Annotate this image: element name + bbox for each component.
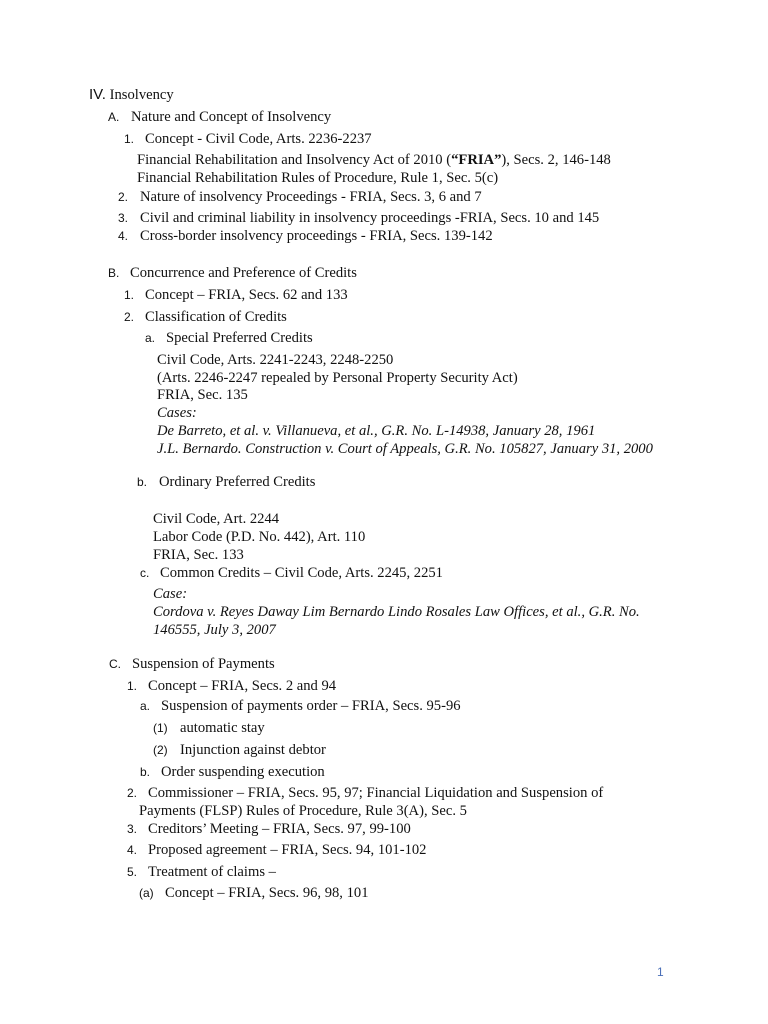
list-item	[127, 784, 603, 802]
page-number: 1	[657, 965, 664, 979]
list-marker: (2)	[153, 743, 168, 757]
list-text: Special Preferred Credits	[166, 330, 313, 346]
list-item	[127, 820, 411, 838]
case-citation-continued: 146555, July 3, 2007	[153, 622, 276, 638]
list-text: Civil and criminal liability in insolvency proceedings -FRIA, Secs. 10 and 145	[140, 210, 600, 226]
case-citation: J.L. Bernardo. Construction v. Court of Appeals, G.R. No. 105827, January 31, 2000	[157, 441, 653, 457]
list-text: Concept – FRIA, Secs. 2 and 94	[148, 678, 337, 694]
list-item	[127, 677, 336, 695]
list-marker: c.	[140, 566, 150, 580]
fria-acronym: “FRIA”	[451, 152, 502, 168]
list-item	[127, 863, 276, 881]
list-text: Suspension of payments order – FRIA, Secs. 95-96	[161, 698, 461, 714]
list-text: Creditors’ Meeting – FRIA, Secs. 97, 99-100	[148, 821, 411, 837]
list-text: Commissioner – FRIA, Secs. 95, 97; Financial Liquidation and Suspension of	[148, 785, 604, 801]
citation-line: FRIA, Sec. 133	[153, 547, 244, 563]
list-marker: 5.	[127, 865, 138, 879]
citation-line: Civil Code, Arts. 2241-2243, 2248-2250	[157, 352, 394, 368]
list-marker: 1.	[124, 132, 135, 146]
list-text: Proposed agreement – FRIA, Secs. 94, 101-102	[148, 842, 427, 858]
section-iv-title: Insolvency	[109, 87, 174, 103]
list-text: Order suspending execution	[161, 764, 325, 780]
list-item	[124, 130, 372, 148]
list-marker: b.	[140, 765, 151, 779]
list-marker: 3.	[118, 211, 129, 225]
section-b-title: Concurrence and Preference of Credits	[130, 265, 357, 281]
section-a-heading	[108, 108, 331, 126]
list-text: Cross-border insolvency proceedings - FRIA, Secs. 139-142	[140, 228, 493, 244]
case-label: Case:	[153, 586, 188, 602]
list-text-continued: Payments (FLSP) Rules of Procedure, Rule 3(A), Sec. 5	[139, 803, 467, 819]
section-c-title: Suspension of Payments	[132, 656, 275, 672]
list-marker: 2.	[127, 786, 138, 800]
list-item	[140, 697, 461, 715]
case-citation: De Barreto, et al. v. Villanueva, et al., G.R. No. L-14938, January 28, 1961	[157, 423, 596, 439]
list-item	[139, 884, 369, 902]
list-text: Concept – FRIA, Secs. 96, 98, 101	[165, 885, 369, 901]
list-marker: 4.	[127, 843, 138, 857]
list-item	[153, 719, 265, 737]
list-marker: a.	[140, 699, 151, 713]
section-a-title: Nature and Concept of Insolvency	[131, 109, 332, 125]
list-text: Nature of insolvency Proceedings - FRIA, Secs. 3, 6 and 7	[140, 189, 482, 205]
citation-line: Labor Code (P.D. No. 442), Art. 110	[153, 529, 366, 545]
list-item	[124, 286, 348, 304]
sub-c-heading	[140, 564, 443, 582]
list-marker: 1.	[127, 679, 138, 693]
section-b-marker: B.	[108, 266, 120, 280]
cases-label: Cases:	[157, 405, 197, 421]
section-b-heading	[108, 264, 357, 282]
list-item	[153, 741, 326, 759]
section-c-heading	[109, 655, 275, 673]
list-text: Ordinary Preferred Credits	[159, 474, 316, 490]
list-item	[118, 188, 482, 206]
sub-b-heading	[137, 473, 315, 491]
list-marker: 1.	[124, 288, 135, 302]
list-item	[140, 763, 325, 781]
section-a-marker: A.	[108, 110, 120, 124]
list-marker: 2.	[118, 190, 129, 204]
citation-line: (Arts. 2246-2247 repealed by Personal Property Security Act)	[157, 370, 518, 386]
list-text: Injunction against debtor	[180, 742, 326, 758]
sub-a-heading	[145, 329, 313, 347]
fria-line: Financial Rehabilitation and Insolvency Act of 2010 (“FRIA”), Secs. 2, 146-148	[137, 152, 611, 168]
list-item	[118, 209, 599, 227]
list-text: Concept – FRIA, Secs. 62 and 133	[145, 287, 348, 303]
citation-line: FRIA, Sec. 135	[157, 387, 248, 403]
list-marker: 4.	[118, 229, 129, 243]
list-item	[124, 308, 287, 326]
list-text: Treatment of claims –	[148, 864, 276, 880]
list-marker: 2.	[124, 310, 135, 324]
list-text: Concept - Civil Code, Arts. 2236-2237	[145, 131, 372, 147]
case-citation: Cordova v. Reyes Daway Lim Bernardo Lindo Rosales Law Offices, et al., G.R. No.	[153, 604, 640, 620]
list-text: Common Credits – Civil Code, Arts. 2245, 2251	[160, 565, 443, 581]
rules-line: Financial Rehabilitation Rules of Procedure, Rule 1, Sec. 5(c)	[137, 170, 499, 186]
citation-line: Civil Code, Art. 2244	[153, 511, 280, 527]
list-marker: a.	[145, 331, 156, 345]
list-marker: (1)	[153, 721, 168, 735]
section-c-marker: C.	[109, 657, 121, 671]
list-text: Classification of Credits	[145, 309, 287, 325]
section-iv-heading	[89, 86, 174, 104]
list-text: automatic stay	[180, 720, 265, 736]
list-item	[127, 841, 426, 859]
list-marker: b.	[137, 475, 148, 489]
section-iv-marker: IV.	[89, 86, 106, 103]
list-marker: 3.	[127, 822, 138, 836]
list-item	[118, 227, 493, 245]
list-marker: (a)	[139, 886, 154, 900]
